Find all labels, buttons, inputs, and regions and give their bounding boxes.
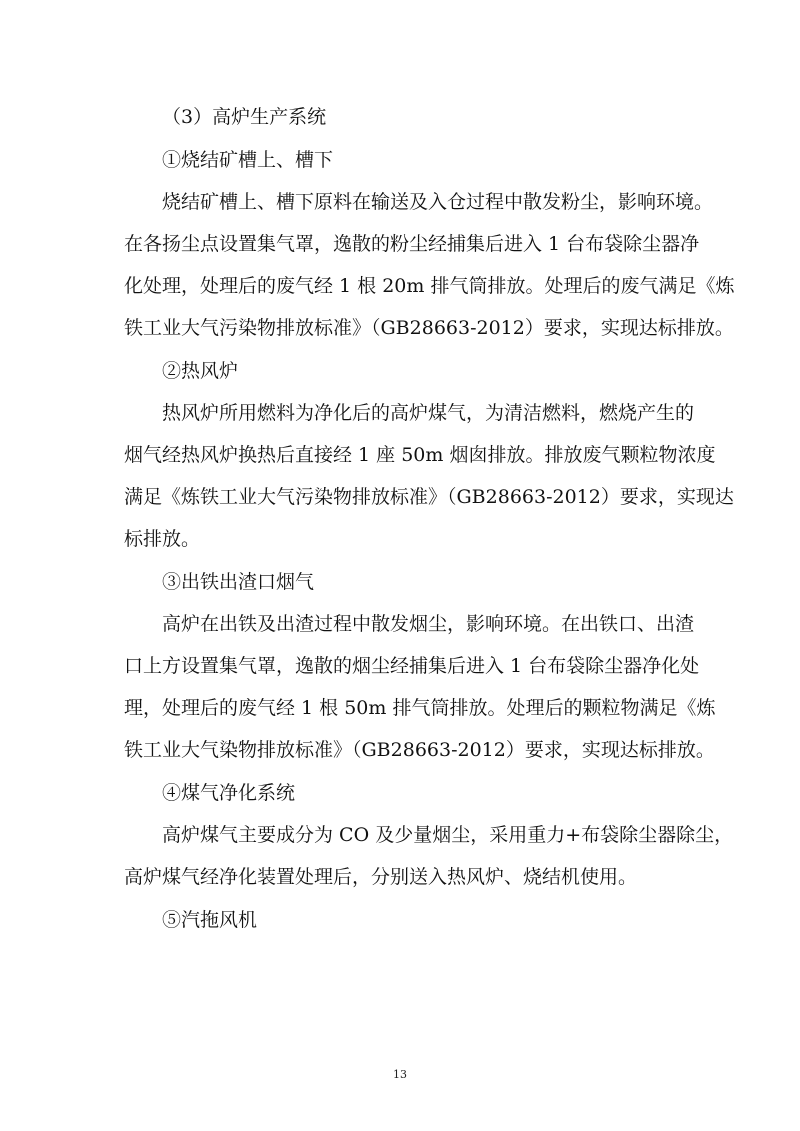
paragraph-line: 理，处理后的废气经 1 根 50m 排气筒排放。处理后的颗粒物满足《炼 [124, 697, 716, 719]
paragraph-line: 热风炉所用燃料为净化后的高炉煤气，为清洁燃料，燃烧产生的 [162, 402, 695, 424]
subheading-sinter-trough: ①烧结矿槽上、槽下 [162, 149, 334, 171]
subheading-gas-cleaning: ④煤气净化系统 [162, 782, 296, 804]
paragraph-line: 化处理，处理后的废气经 1 根 20m 排气筒排放。处理后的废气满足《炼 [124, 275, 735, 297]
subheading-hot-blast-stove: ②热风炉 [162, 360, 239, 382]
paragraph-line: 标排放。 [124, 528, 201, 550]
paragraph-line: 高炉煤气主要成分为 CO 及少量烟尘，采用重力+布袋除尘器除尘， [162, 824, 734, 846]
subheading-steam-driven-blower: ⑤汽拖风机 [162, 909, 258, 931]
section-heading-blast-furnace: （3）高炉生产系统 [162, 106, 327, 128]
paragraph-line: 满足《炼铁工业大气污染物排放标准》（GB28663-2012）要求，实现达 [124, 486, 734, 508]
paragraph-line: 烧结矿槽上、槽下原料在输送及入仓过程中散发粉尘，影响环境。 [162, 191, 714, 213]
paragraph-line: 铁工业大气污染物排放标准》（GB28663-2012）要求，实现达标排放。 [124, 317, 734, 339]
paragraph-line: 高炉煤气经净化装置处理后，分别送入热风炉、烧结机使用。 [124, 866, 638, 888]
page-number: 13 [393, 1068, 407, 1081]
paragraph-line: 高炉在出铁及出渣过程中散发烟尘，影响环境。在出铁口、出渣 [162, 613, 695, 635]
paragraph-line: 烟气经热风炉换热后直接经 1 座 50m 烟囱排放。排放废气颗粒物浓度 [124, 444, 716, 466]
paragraph-line: 铁工业大气染物排放标准》（GB28663-2012）要求，实现达标排放。 [124, 739, 715, 761]
subheading-tapping-fumes: ③出铁出渣口烟气 [162, 571, 315, 593]
paragraph-line: 口上方设置集气罩，逸散的烟尘经捕集后进入 1 台布袋除尘器净化处 [124, 655, 700, 677]
paragraph-line: 在各扬尘点设置集气罩，逸散的粉尘经捕集后进入 1 台布袋除尘器净 [124, 233, 700, 255]
